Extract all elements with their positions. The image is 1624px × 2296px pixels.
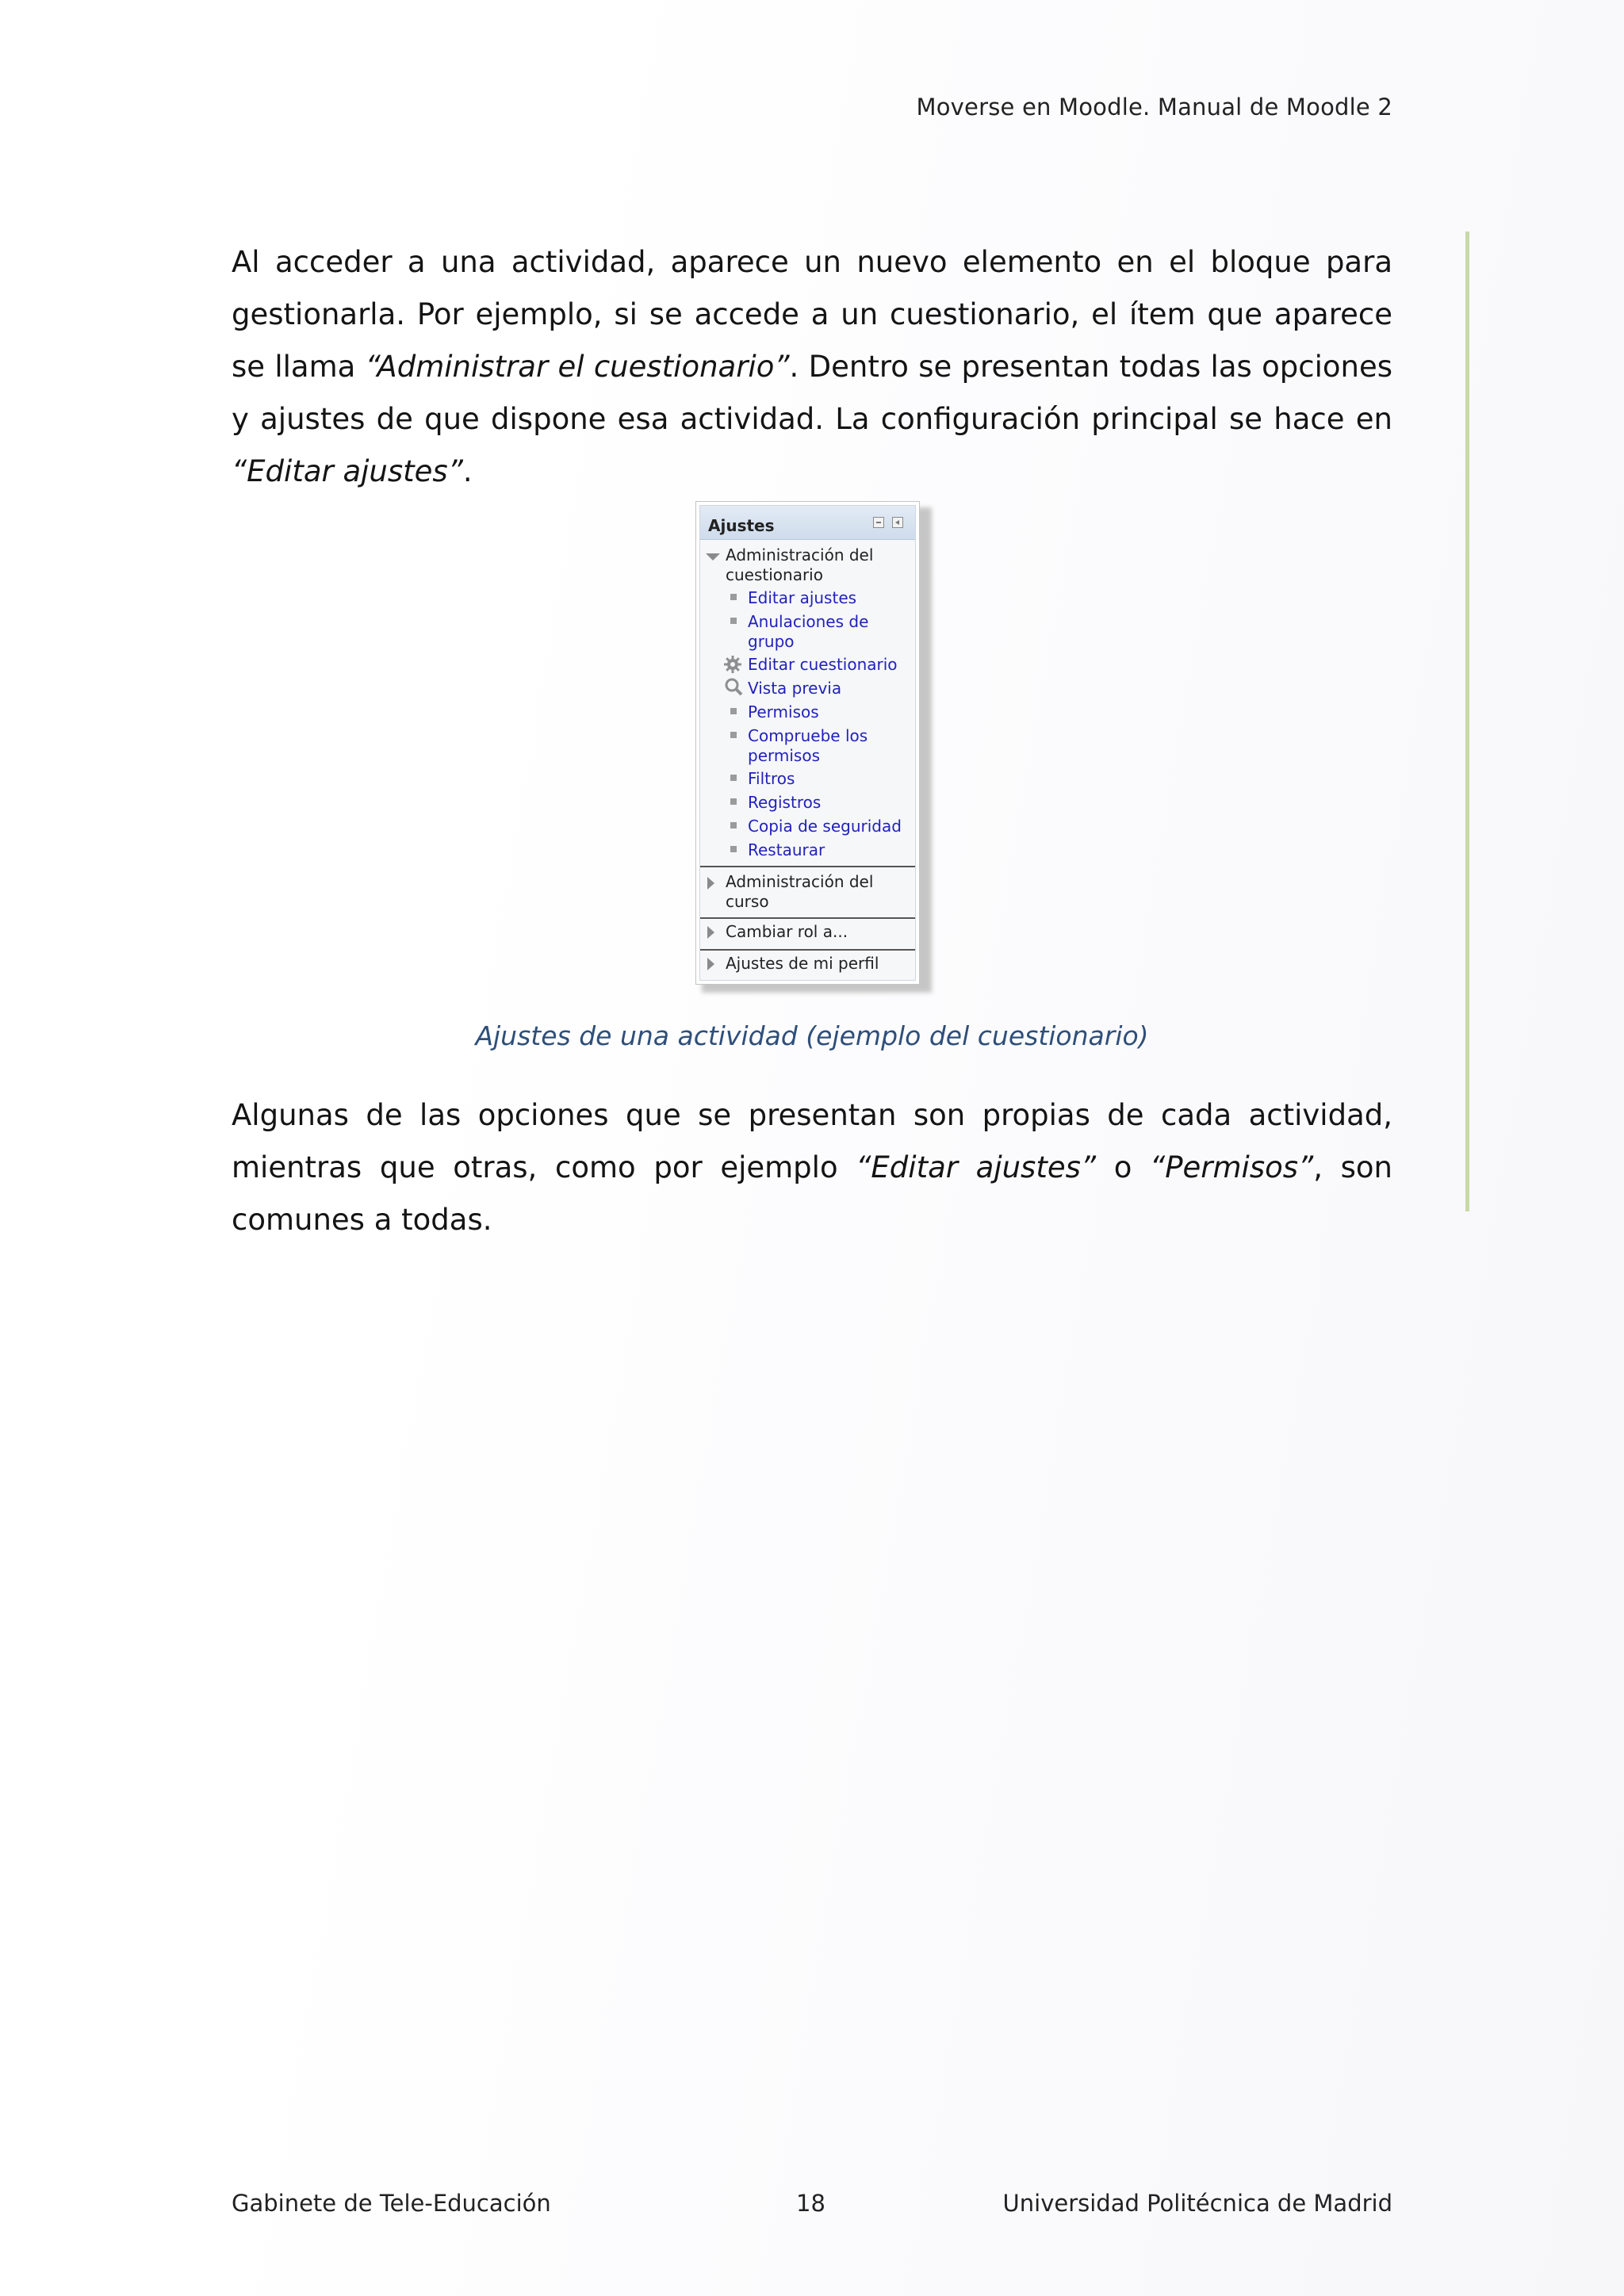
cambiar-rol-label[interactable]: Cambiar rol a...: [726, 922, 848, 941]
paragraph-intro: [232, 236, 1392, 498]
admin-course-label-2[interactable]: curso: [726, 892, 769, 911]
link-editar-cuestionario[interactable]: Editar cuestionario: [748, 655, 898, 674]
paragraph-closing: [232, 1089, 1392, 1246]
divider: [700, 866, 915, 867]
bullet-icon: [730, 732, 737, 738]
bullet-icon: [730, 798, 737, 805]
bullet-icon: [730, 594, 737, 600]
side-rule: [1465, 232, 1469, 1211]
admin-course-label-1[interactable]: Administración del: [726, 872, 874, 891]
collapsed-arrow-icon[interactable]: [707, 958, 714, 970]
link-compruebe-permisos-1[interactable]: Compruebe los: [748, 726, 868, 745]
bullet-icon: [730, 822, 737, 828]
figure-caption: Ajustes de una actividad (ejemplo del cuestionario): [475, 1020, 1149, 1051]
link-permisos[interactable]: Permisos: [748, 702, 819, 721]
link-anulaciones-grupo-2[interactable]: grupo: [748, 632, 795, 651]
bullet-icon: [730, 846, 737, 852]
bullet-icon: [730, 775, 737, 781]
link-filtros[interactable]: Filtros: [748, 769, 795, 788]
paragraph-closing-text-3: , son comunes a todas.: [232, 1150, 1392, 1237]
link-editar-ajustes[interactable]: Editar ajustes: [748, 588, 857, 607]
bullet-icon: [730, 618, 737, 624]
settings-block: [699, 505, 916, 981]
settings-block-title: Ajustes: [708, 516, 775, 535]
page-number: 18: [796, 2190, 825, 2217]
footer-right: Universidad Politécnica de Madrid: [1002, 2190, 1392, 2217]
link-compruebe-permisos-2[interactable]: permisos: [748, 746, 820, 765]
magnifier-icon: [724, 677, 743, 696]
link-anulaciones-grupo-1[interactable]: Anulaciones de: [748, 612, 869, 631]
paragraph-closing-emphasis-1: “Editar ajustes”: [856, 1150, 1097, 1184]
bullet-icon: [730, 708, 737, 714]
paragraph-intro-text-1: Al acceder a una actividad, aparece un nuevo elemento en el bloque para gestionarla. Por ejemplo, si se accede a un cuestionario, el ítem que aparece se llama: [232, 245, 1392, 384]
divider: [700, 917, 915, 919]
dock-icon[interactable]: [892, 517, 903, 528]
link-vista-previa[interactable]: Vista previa: [748, 679, 842, 698]
paragraph-intro-text-2: . Dentro se presentan todas las opciones y ajustes de que dispone esa actividad. La configuración principal se hace en: [232, 350, 1392, 436]
collapsed-arrow-icon[interactable]: [707, 926, 714, 939]
paragraph-closing-text-1: Algunas de las opciones que se presentan son propias de cada actividad, mientras que otras, como por ejemplo: [232, 1098, 1392, 1184]
paragraph-closing-text-2: o: [1096, 1150, 1151, 1184]
ajustes-perfil-label[interactable]: Ajustes de mi perfil: [726, 954, 879, 973]
link-registros[interactable]: Registros: [748, 793, 822, 812]
link-copia-seguridad[interactable]: Copia de seguridad: [748, 817, 902, 836]
settings-block-screenshot: [695, 501, 920, 985]
link-restaurar[interactable]: Restaurar: [748, 840, 825, 859]
admin-quiz-label-2[interactable]: cuestionario: [726, 565, 823, 584]
settings-block-header: [700, 506, 915, 540]
footer-left: Gabinete de Tele-Educación: [232, 2190, 551, 2217]
collapse-icon[interactable]: [873, 517, 884, 528]
gear-icon: [723, 655, 742, 674]
divider: [700, 949, 915, 951]
collapsed-arrow-icon[interactable]: [707, 877, 714, 890]
paragraph-intro-text-3: .: [462, 454, 473, 488]
paragraph-closing-emphasis-2: “Permisos”: [1150, 1150, 1314, 1184]
expanded-arrow-icon[interactable]: [706, 553, 720, 561]
paragraph-intro-emphasis-2: “Editar ajustes”: [232, 454, 463, 488]
paragraph-intro-emphasis-1: “Administrar el cuestionario”: [365, 350, 790, 384]
running-header: Moverse en Moodle. Manual de Moodle 2: [916, 94, 1392, 121]
admin-quiz-label-1[interactable]: Administración del: [726, 545, 874, 564]
